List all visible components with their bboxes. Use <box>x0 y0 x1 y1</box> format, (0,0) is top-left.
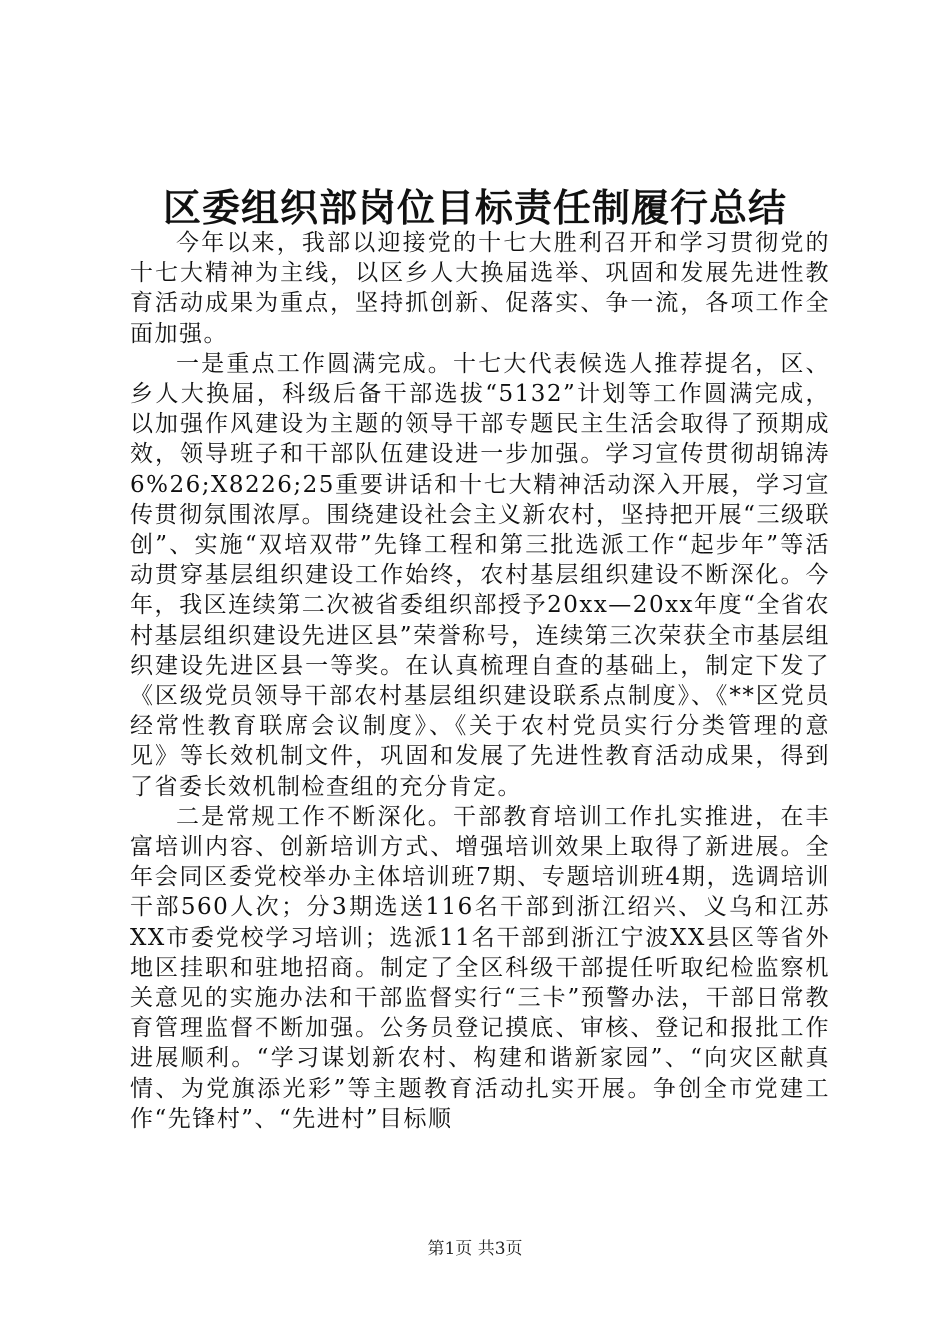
document-body <box>130 228 830 1134</box>
page-number-footer: 第1页 共3页 <box>427 1239 523 1259</box>
paragraph-key-work: 一是重点工作圆满完成。十七大代表候选人推荐提名，区、乡人大换届，科级后备干部选拔“5132”计划等工作圆满完成，以加强作风建设为主题的领导干部专题民主生活会取得了预期成效，领导班子和干部队伍建设进一步加强。学习宣传贯彻胡锦涛6%26;X8226;25重要讲话和十七大精神活动深入开展，学习宣传贯彻氛围浓厚。围绕建设社会主义新农村，坚持把开展“三级联创”、实施“双培双带”先锋工程和第三批选派工作“起步年”等活动贯穿基层组织建设工作始终，农村基层组织建设不断深化。今年，我区连续第二次被省委组织部授予20xx—20xx年度“全省农村基层组织建设先进区县”荣誉称号，连续第三次荣获全市基层组织建设先进区县一等奖。在认真梳理自查的基础上，制定下发了《区级党员领导干部农村基层组织建设联系点制度》、《**区党员经常性教育联席会议制度》、《关于农村党员实行分类管理的意见》等长效机制文件，巩固和发展了先进性教育活动成果，得到了省委长效机制检查组的充分肯定。 <box>130 350 830 800</box>
document-title: 区委组织部岗位目标责任制履行总结 <box>162 185 787 230</box>
paragraph-intro: 今年以来，我部以迎接党的十七大胜利召开和学习贯彻党的十七大精神为主线，以区乡人大换届选举、巩固和发展先进性教育活动成果为重点，坚持抓创新、促落实、争一流，各项工作全面加强。 <box>130 230 830 347</box>
paragraph-routine-work: 二是常规工作不断深化。干部教育培训工作扎实推进，在丰富培训内容、创新培训方式、增强培训效果上取得了新进展。全年会同区委党校举办主体培训班7期、专题培训班4期，选调培训干部560人次；分3期选送116名干部到浙江绍兴、义乌和江苏XX市委党校学习培训；选派11名干部到浙江宁波XX县区等省外地区挂职和驻地招商。制定了全区科级干部提任听取纪检监察机关意见的实施办法和干部监督实行“三卡”预警办法，干部日常教育管理监督不断加强。公务员登记摸底、审核、登记和报批工作进展顺利。“学习谋划新农村、构建和谐新家园”、“向灾区献真情、为党旗添光彩”等主题教育活动扎实开展。争创全市党建工作“先锋村”、“先进村”目标顺 <box>130 803 830 1132</box>
